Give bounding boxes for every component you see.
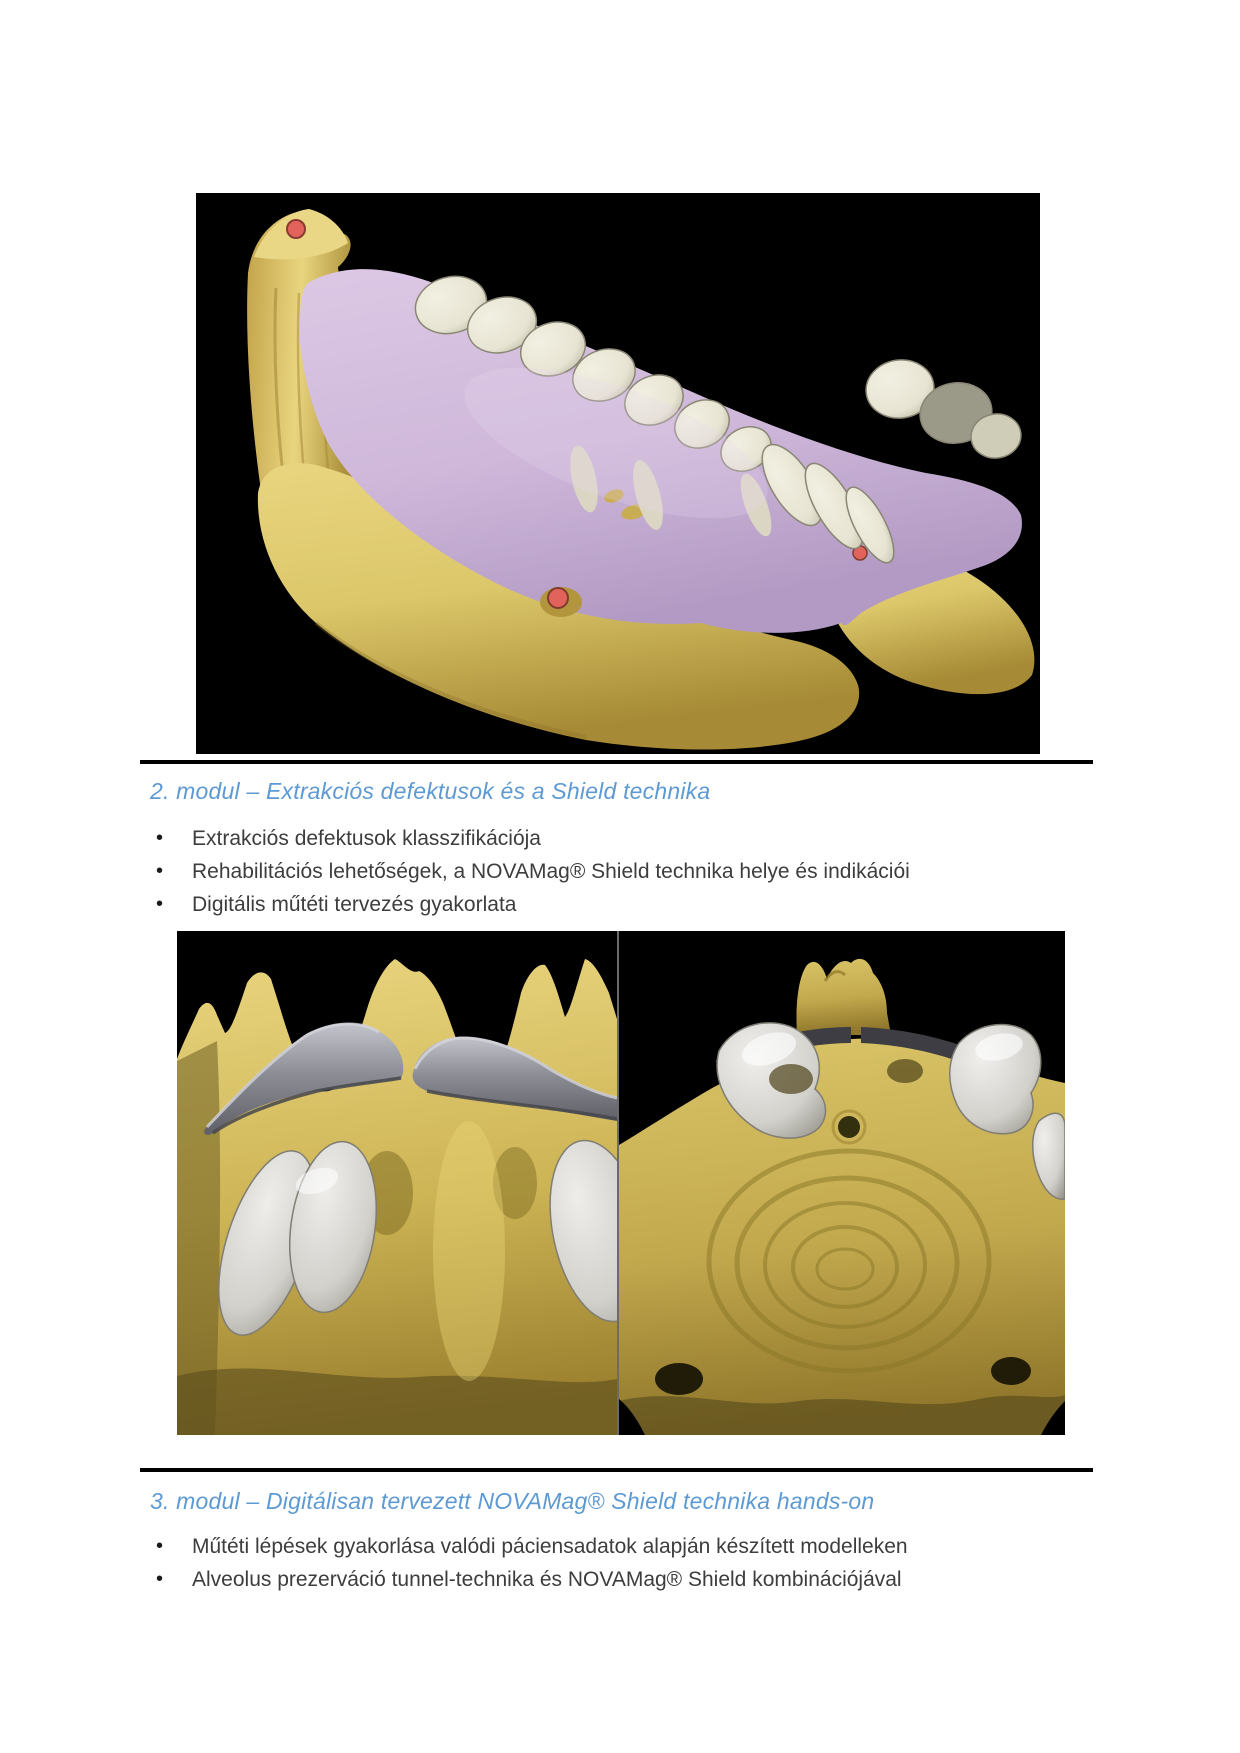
section-divider-1 [140, 760, 1093, 764]
mandible-3d-svg [196, 193, 1040, 754]
bullet-item: • Extrakciós defektusok klasszifikációja [150, 822, 1090, 855]
bullet-item: • Digitális műtéti tervezés gyakorlata [150, 888, 1090, 921]
bullet-item: • Műtéti lépések gyakorlása valódi páciensadatok alapján készített modelleken [150, 1530, 1090, 1563]
maxilla-frontal-render [177, 931, 617, 1435]
section-divider-2 [140, 1468, 1093, 1472]
module3-bullet-list [150, 1530, 1090, 1596]
maxilla-renders [177, 931, 1065, 1435]
bullet-item: • Alveolus prezerváció tunnel-technika és NOVAMag® Shield kombinációjával [150, 1563, 1090, 1596]
module2-bullet-list [150, 822, 1090, 921]
module2-heading: 2. modul – Extrakciós defektusok és a Shield technika [150, 778, 711, 804]
maxilla-occlusal-render [619, 931, 1065, 1435]
bullet-item: • Rehabilitációs lehetőségek, a NOVAMag® Shield technika helye és indikációi [150, 855, 1090, 888]
mandible-3d-render [196, 193, 1040, 754]
marker-dot-1 [287, 220, 305, 238]
module3-heading: 3. modul – Digitálisan tervezett NOVAMag® Shield technika hands-on [150, 1488, 875, 1514]
marker-dot-2 [548, 588, 568, 608]
